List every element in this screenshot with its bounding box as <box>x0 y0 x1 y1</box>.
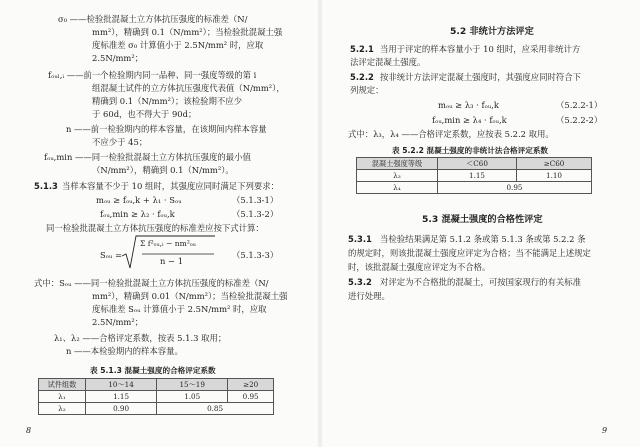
formula-5-2-2-1-number: （5.2.2-1） <box>556 100 603 110</box>
sigma-def-line2: mm²），精确到 0.1（N/mm²）；当检验批混凝土强 <box>92 27 283 37</box>
table-cell: λ₃ <box>357 170 438 182</box>
formula-5-1-3-3-numerator: Σ f²ₒᵤ,ᵢ − nm²ₒᵤ <box>140 239 196 248</box>
fmin-def-line1: fₒᵤ,min ——同一检验批混凝土立方体抗压强度的最小值 <box>44 152 251 162</box>
table-5-2-2 <box>356 157 592 194</box>
table-header-cell: 15～19 <box>157 379 228 391</box>
scu-def-line1: 式中：Sₒᵤ ——同一检验批混凝土立方体抗压强度的标准差（N/ <box>34 278 269 288</box>
clause-5-1-3-text: 当样本容量不少于 10 组时，其强度应同时满足下列要求： <box>62 181 279 191</box>
fcu-def-line4: 于 60d，也不得大于 90d； <box>92 109 197 119</box>
table-header-cell: 试件组数 <box>39 379 86 391</box>
table-cell: 0.90 <box>86 403 157 415</box>
clause-5-2-2-line1: 按非统计方法评定混凝土强度时，其强度应同时符合下 <box>380 72 581 82</box>
table-row <box>39 391 274 403</box>
table-header-cell: 混凝土强度等级 <box>357 158 438 170</box>
table-header-cell: ＜C60 <box>438 158 517 170</box>
sigma-def-line4: 2.5N/mm²； <box>92 53 144 63</box>
formula-5-1-3-2: fₒᵤ,min ≥ λ₂ · fₒᵤ,k <box>100 209 175 219</box>
fmin-def-line2: （N/mm²），精确到 0.1（N/mm²）。 <box>92 165 234 175</box>
formula-5-1-3-3-denominator: n − 1 <box>160 256 184 266</box>
right-page <box>322 0 640 447</box>
table-row <box>39 403 274 415</box>
page-number-left: 8 <box>26 426 32 435</box>
formula-5-2-2-2: fₒᵤ,min ≥ λ₄ · fₒᵤ,k <box>432 115 507 125</box>
clause-5-1-3-number: 5.1.3 <box>34 181 58 191</box>
n-def-line1: n ——前一检验期内的样本容量，在该期间内样本容量 <box>66 124 267 134</box>
formula-5-2-2-2-number: （5.2.2-2） <box>556 115 603 125</box>
section-5-3-heading: 5.3 混凝土强度的合格性评定 <box>422 214 543 225</box>
formula-5-1-3-1-number: （5.1.3-1） <box>232 195 279 205</box>
table-5-1-3-title: 表 5.1.3 混凝土强度的合格评定系数 <box>90 366 216 375</box>
std-dev-intro: 同一检验批混凝土立方体抗压强度的标准差应按下式计算： <box>46 223 264 233</box>
clause-5-2-1-line1: 当用于评定的样本容量小于 10 组时，应采用非统计方 <box>380 44 581 54</box>
sigma-def-line3: 度标准差 σ₀ 计算值小于 2.5N/mm² 时，应取 <box>92 40 264 50</box>
table-row <box>357 182 592 194</box>
table-5-1-3 <box>38 378 274 415</box>
table-row <box>357 170 592 182</box>
table-cell: 1.15 <box>438 170 517 182</box>
table-header-cell: ≥C60 <box>517 158 592 170</box>
fcu-def-line2: 组混凝土试件的立方体抗压强度代表值（N/mm²）， <box>92 83 285 93</box>
scu-def-line3: 度标准差 Sₒᵤ 计算值小于 2.5N/mm² 时，应取 <box>92 304 267 314</box>
clause-5-3-2-number: 5.3.2 <box>348 277 372 287</box>
n-def-current: n ——本检验期内的样本容量。 <box>66 346 183 356</box>
table-header-cell: 10～14 <box>86 379 157 391</box>
table-5-2-2-title: 表 5.2.2 混凝土强度的非统计法合格评定系数 <box>392 146 548 155</box>
lambda34-def: 式中：λ₃，λ₄ ——合格评定系数，应按表 5.2.2 取用。 <box>348 129 554 139</box>
left-page <box>0 0 318 447</box>
formula-5-1-3-2-number: （5.1.3-2） <box>232 209 279 219</box>
clause-5-3-2-line1: 对评定为不合格批的混凝土，可按国家现行的有关标准 <box>380 277 581 287</box>
table-header-cell: ≥20 <box>228 379 274 391</box>
section-5-2-heading: 5.2 非统计方法评定 <box>450 26 534 37</box>
clause-5-2-2-line2: 列规定： <box>350 85 384 95</box>
table-cell: λ₁ <box>39 391 86 403</box>
table-cell: 1.10 <box>517 170 592 182</box>
table-cell: 1.15 <box>86 391 157 403</box>
sigma-def-line1: σ₀ ——检验批混凝土立方体抗压强度的标准差（N/ <box>58 14 248 24</box>
formula-5-2-2-1: mₒᵤ ≥ λ₃ · fₒᵤ,k <box>438 100 499 110</box>
table-cell: λ₂ <box>39 403 86 415</box>
clause-5-3-1-line1: 当检验结果满足第 5.1.2 条或第 5.1.3 条或第 5.2.2 条 <box>380 234 586 244</box>
clause-5-3-2-line2: 进行处理。 <box>348 291 390 301</box>
clause-5-3-1-line2: 的规定时，则该批混凝土强度应评定为合格；当不能满足上述规定 <box>348 248 591 258</box>
table-cell: 0.95 <box>438 182 592 194</box>
formula-5-1-3-3-number: （5.1.3-3） <box>232 250 279 260</box>
clause-5-3-1-number: 5.3.1 <box>348 234 372 244</box>
page-number-right: 9 <box>602 426 608 435</box>
scu-def-line2: mm²），精确到 0.01（N/mm²）；当检验批混凝土强 <box>92 291 288 301</box>
fcu-def-line3: 精确到 0.1（N/mm²）；该检验期不应少 <box>92 96 243 106</box>
formula-5-1-3-1: mₒᵤ ≥ fₒᵤ,k + λ₁ · Sₒᵤ <box>96 195 182 205</box>
clause-5-2-1-line2: 法评定混凝土强度。 <box>350 57 426 67</box>
lambda-def: λ₁、λ₂ ——合格评定系数，按表 5.1.3 取用； <box>54 333 227 343</box>
clause-5-2-2-number: 5.2.2 <box>350 72 374 82</box>
table-cell: 0.85 <box>157 403 274 415</box>
formula-5-1-3-3-lhs: Sₒᵤ = <box>100 250 122 260</box>
n-def-line2: 不应少于 45； <box>92 137 148 147</box>
fcu-def-line1: fₒᵤₗ,ᵢ ——前一个检验期内同一品种、同一强度等级的第 i <box>48 70 257 80</box>
scu-def-line4: 2.5N/mm²； <box>92 317 144 327</box>
table-cell: 1.05 <box>157 391 228 403</box>
table-cell: 0.95 <box>228 391 274 403</box>
clause-5-3-1-line3: 时，该批混凝土强度应评定为不合格。 <box>348 262 491 272</box>
clause-5-2-1-number: 5.2.1 <box>350 44 374 54</box>
table-cell: λ₄ <box>357 182 438 194</box>
